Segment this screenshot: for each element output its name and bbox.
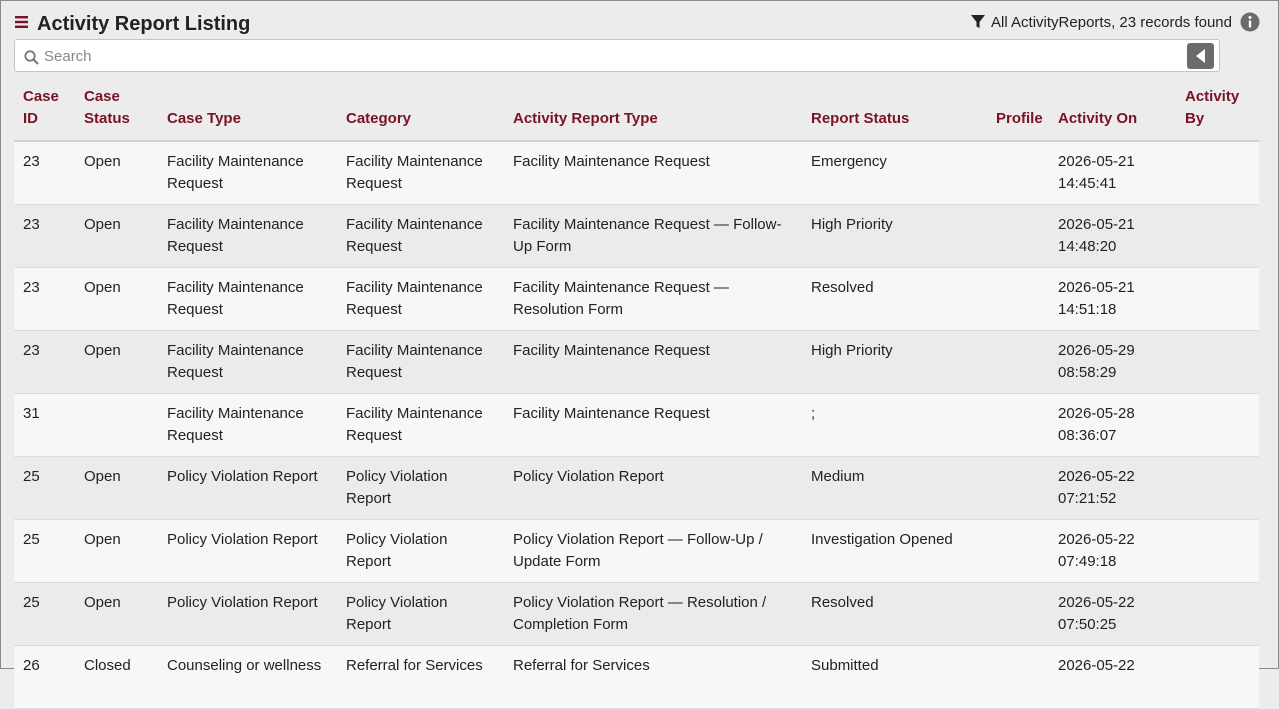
cell-activity-report-type: Facility Maintenance Request — Resolution Form: [504, 268, 802, 331]
cell-activity-on: 2026-05-29 08:58:29: [1049, 331, 1176, 394]
cell-case-id: 23: [14, 205, 75, 268]
cell-category: Policy Violation Report: [337, 583, 504, 646]
cell-profile: [987, 205, 1049, 268]
cell-activity-report-type: Policy Violation Report — Follow-Up / Update Form: [504, 520, 802, 583]
cell-profile: [987, 268, 1049, 331]
cell-profile: [987, 520, 1049, 583]
cell-activity-on: 2026-05-21 14:48:20: [1049, 205, 1176, 268]
cell-activity-by: [1176, 394, 1259, 457]
cell-activity-on: 2026-05-22 07:50:25: [1049, 583, 1176, 646]
cell-report-status: Resolved: [802, 268, 987, 331]
cell-case-status: Open: [75, 520, 158, 583]
cell-case-status: Open: [75, 205, 158, 268]
activity-report-table: [14, 80, 1259, 709]
cell-category: Facility Maintenance Request: [337, 331, 504, 394]
cell-activity-on: 2026-05-22 07:49:18: [1049, 520, 1176, 583]
cell-activity-by: [1176, 268, 1259, 331]
cell-case-id: 25: [14, 457, 75, 520]
cell-profile: [987, 583, 1049, 646]
cell-case-status: Open: [75, 583, 158, 646]
cell-report-status: High Priority: [802, 331, 987, 394]
cell-activity-report-type: Facility Maintenance Request — Follow-Up Form: [504, 205, 802, 268]
cell-case-status: Open: [75, 141, 158, 205]
cell-case-type: Facility Maintenance Request: [158, 268, 337, 331]
filter-icon[interactable]: [970, 14, 986, 30]
search-input[interactable]: [44, 44, 1164, 68]
table-header-row: [14, 80, 1259, 141]
caret-left-icon: [1195, 49, 1206, 63]
cell-case-id: 23: [14, 268, 75, 331]
cell-activity-by: [1176, 520, 1259, 583]
cell-activity-by: [1176, 646, 1259, 709]
page-title: Activity Report Listing: [37, 13, 251, 35]
cell-case-id: 23: [14, 141, 75, 205]
column-header-activity-by[interactable]: Activity By: [1176, 80, 1259, 141]
cell-case-type: Facility Maintenance Request: [158, 331, 337, 394]
cell-category: Facility Maintenance Request: [337, 141, 504, 205]
cell-case-status: Open: [75, 457, 158, 520]
table-row[interactable]: [14, 646, 1259, 709]
cell-category: Policy Violation Report: [337, 457, 504, 520]
cell-case-status: Open: [75, 268, 158, 331]
cell-case-status: Open: [75, 331, 158, 394]
cell-case-id: 25: [14, 520, 75, 583]
records-summary-text: All ActivityReports, 23 records found: [991, 13, 1232, 31]
cell-case-type: Policy Violation Report: [158, 520, 337, 583]
cell-category: Facility Maintenance Request: [337, 394, 504, 457]
cell-case-id: 23: [14, 331, 75, 394]
hamburger-icon[interactable]: [15, 15, 29, 29]
cell-activity-report-type: Referral for Services: [504, 646, 802, 709]
cell-case-type: Counseling or wellness: [158, 646, 337, 709]
cell-report-status: Resolved: [802, 583, 987, 646]
cell-report-status: Medium: [802, 457, 987, 520]
cell-case-type: Policy Violation Report: [158, 583, 337, 646]
cell-case-id: 26: [14, 646, 75, 709]
table-row[interactable]: [14, 394, 1259, 457]
cell-report-status: ;: [802, 394, 987, 457]
cell-activity-report-type: Policy Violation Report — Resolution / Completion Form: [504, 583, 802, 646]
cell-category: Referral for Services: [337, 646, 504, 709]
cell-activity-by: [1176, 205, 1259, 268]
table-row[interactable]: [14, 520, 1259, 583]
cell-category: Facility Maintenance Request: [337, 205, 504, 268]
cell-case-type: Facility Maintenance Request: [158, 205, 337, 268]
table-row[interactable]: [14, 268, 1259, 331]
cell-activity-report-type: Policy Violation Report: [504, 457, 802, 520]
cell-report-status: High Priority: [802, 205, 987, 268]
cell-activity-by: [1176, 141, 1259, 205]
cell-activity-by: [1176, 583, 1259, 646]
column-header-category[interactable]: Category: [337, 80, 504, 141]
cell-activity-report-type: Facility Maintenance Request: [504, 394, 802, 457]
cell-activity-report-type: Facility Maintenance Request: [504, 141, 802, 205]
cell-case-type: Facility Maintenance Request: [158, 394, 337, 457]
column-header-case-id[interactable]: Case ID: [14, 80, 75, 141]
column-header-activity-report-type[interactable]: Activity Report Type: [504, 80, 802, 141]
cell-activity-on: 2026-05-28 08:36:07: [1049, 394, 1176, 457]
cell-report-status: Investigation Opened: [802, 520, 987, 583]
table-row[interactable]: [14, 205, 1259, 268]
cell-activity-by: [1176, 331, 1259, 394]
column-header-activity-on[interactable]: Activity On: [1049, 80, 1176, 141]
cell-profile: [987, 394, 1049, 457]
column-header-profile[interactable]: Profile: [987, 80, 1049, 141]
records-summary: [970, 12, 1260, 32]
info-icon[interactable]: [1240, 12, 1260, 32]
cell-activity-report-type: Facility Maintenance Request: [504, 331, 802, 394]
cell-category: Policy Violation Report: [337, 520, 504, 583]
cell-activity-on: 2026-05-22 07:21:52: [1049, 457, 1176, 520]
cell-report-status: Emergency: [802, 141, 987, 205]
cell-profile: [987, 331, 1049, 394]
cell-case-status: Closed: [75, 646, 158, 709]
search-bar: [14, 39, 1220, 72]
search-icon: [24, 50, 39, 65]
cell-profile: [987, 141, 1049, 205]
cell-activity-on: 2026-05-22: [1049, 646, 1176, 709]
cell-profile: [987, 457, 1049, 520]
table-row[interactable]: [14, 141, 1259, 205]
table-body: [14, 141, 1259, 709]
collapse-panel-button[interactable]: [1187, 43, 1214, 69]
table-row[interactable]: [14, 331, 1259, 394]
table-row[interactable]: [14, 583, 1259, 646]
table-row[interactable]: [14, 457, 1259, 520]
cell-activity-by: [1176, 457, 1259, 520]
column-header-case-type[interactable]: Case Type: [158, 80, 337, 141]
cell-report-status: Submitted: [802, 646, 987, 709]
column-header-case-status[interactable]: Case Status: [75, 80, 158, 141]
cell-case-type: Policy Violation Report: [158, 457, 337, 520]
cell-case-status: [75, 394, 158, 457]
cell-case-id: 31: [14, 394, 75, 457]
cell-activity-on: 2026-05-21 14:45:41: [1049, 141, 1176, 205]
cell-category: Facility Maintenance Request: [337, 268, 504, 331]
page-header: [1, 1, 1278, 39]
cell-activity-on: 2026-05-21 14:51:18: [1049, 268, 1176, 331]
cell-profile: [987, 646, 1049, 709]
cell-case-id: 25: [14, 583, 75, 646]
column-header-report-status[interactable]: Report Status: [802, 80, 987, 141]
cell-case-type: Facility Maintenance Request: [158, 141, 337, 205]
